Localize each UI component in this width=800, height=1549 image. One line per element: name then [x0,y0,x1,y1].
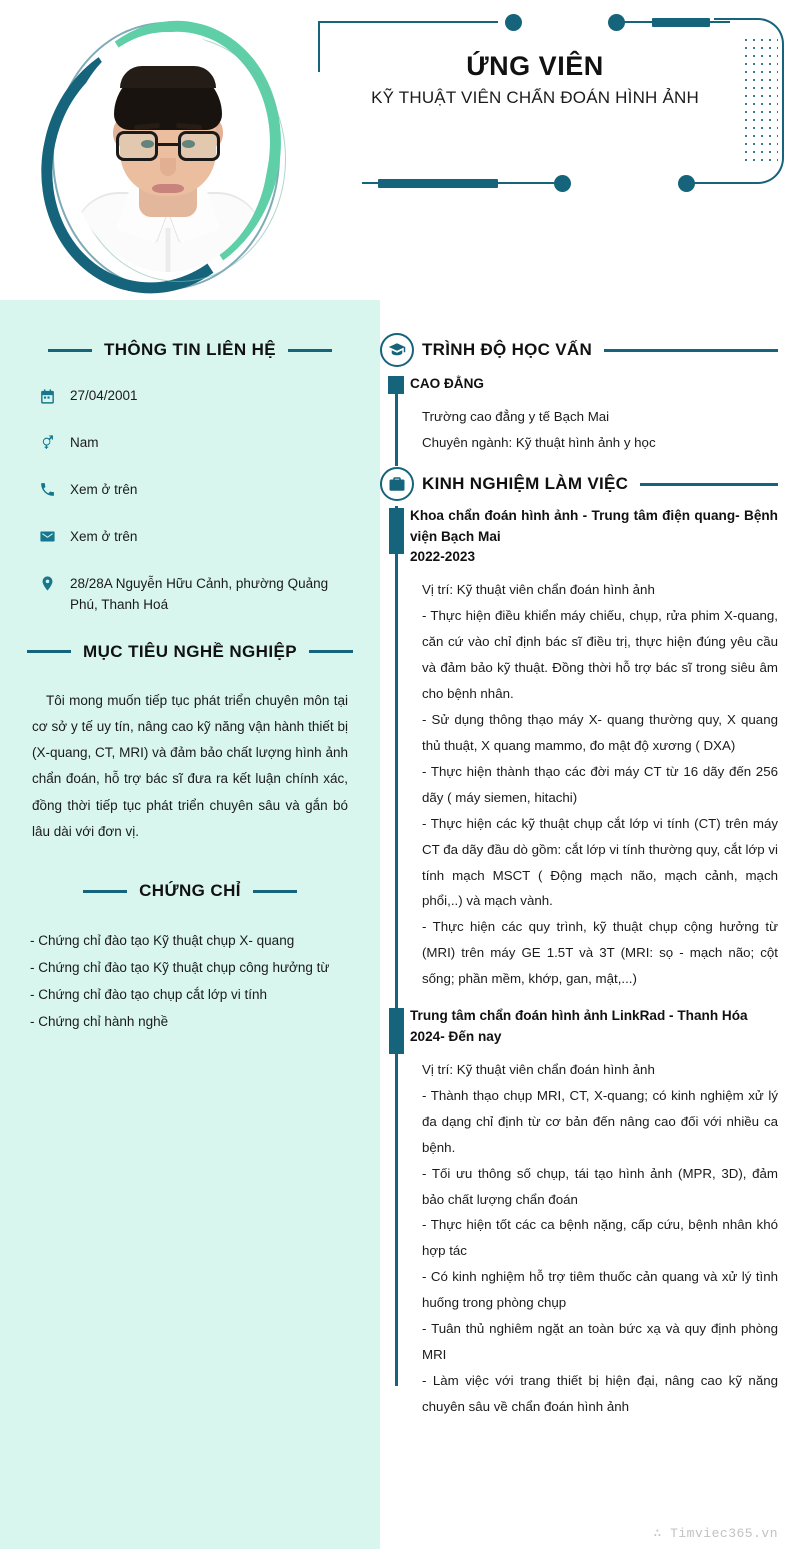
experience-line: - Thực hiện điều khiển máy chiếu, chụp, rửa phim X-quang, căn cứ vào chỉ định bác sĩ điều trị, thực hiện đúng yêu cầu và đảm bảo kỹ thuật. Đồng thời hỗ trợ bác sĩ trong siêu âm cho bệnh nhân. [422,608,778,702]
certificate-heading: CHỨNG CHỈ [139,881,241,901]
rule-left [27,650,71,653]
list-item: - Chứng chỉ đào tạo Kỹ thuật chụp công hưởng từ [30,960,330,976]
contact-item-birthdate [38,386,352,407]
education-timeline [380,374,778,456]
watermark: ∴ Timviec365.vn [653,1526,778,1541]
decor-hline-bottom-right [690,182,754,184]
gender-icon [38,434,56,452]
contact-section-header [28,340,352,360]
rule-right [253,890,297,893]
list-item: - Chứng chỉ đào tạo Kỹ thuật chụp X- quang [30,933,295,949]
candidate-photo [68,32,268,272]
contact-item-email [38,527,352,548]
experience-line: - Có kinh nghiệm hỗ trợ tiêm thuốc cản quang và xử lý tình huống trong phòng chụp [422,1269,778,1311]
decor-bar-bottom [378,179,498,188]
cv-header [0,0,800,300]
list-item: - Chứng chỉ đào tạo chụp cắt lớp vi tính [30,987,268,1003]
section-rule [604,349,778,352]
timeline-marker [389,508,404,554]
decor-dot-3 [554,175,571,192]
experience-details [410,567,778,992]
timeline-line [395,506,398,1386]
experience-entry [410,1006,778,1420]
experience-section-header [380,474,778,494]
education-degree: CAO ĐẲNG [410,376,485,391]
rule-left [83,890,127,893]
experience-line: - Thực hiện thành thạo các đời máy CT từ 16 dãy đến 256 dãy ( máy siemen, hitachi) [422,763,778,805]
experience-line: Vị trí: Kỹ thuật viên chẩn đoán hình ảnh [422,1061,655,1077]
objective-section-header [28,642,352,662]
experience-period: 2024- Đến nay [410,1028,502,1044]
graduation-cap-icon [380,333,414,367]
education-details [410,394,778,456]
contact-value-address: 28/28A Nguyễn Hữu Cảnh, phường Quảng Phú, Thanh Hoá [70,575,329,612]
decor-dot-pattern [742,36,778,166]
contact-item-phone [38,480,352,501]
certificate-list [28,927,352,1035]
phone-icon [38,481,56,499]
decor-bar-top [652,18,710,27]
briefcase-icon [380,467,414,501]
experience-line: - Sử dụng thông thạo máy X- quang thường quy, X quang thủ thuật, X quang mammo, đo mật độ xương ( DXA) [422,712,778,753]
experience-details [410,1047,778,1420]
experience-line: Vị trí: Kỹ thuật viên chẩn đoán hình ảnh [422,582,655,598]
candidate-role: KỸ THUẬT VIÊN CHẨN ĐOÁN HÌNH ẢNH [371,87,699,107]
contact-list [28,386,352,616]
experience-period: 2022-2023 [410,549,476,565]
email-icon [38,528,56,546]
contact-value-email: Xem ở trên [70,528,138,544]
objective-text: Tôi mong muốn tiếp tục phát triển chuyên môn tại cơ sở y tế uy tín, nâng cao kỹ năng vận hành thiết bị (X-quang, CT, MRI) và đảm bảo chất lượng hình ảnh chẩn đoán, hỗ trợ bác sĩ đưa ra kết luận chính xác, đồng thời tiếp tục phát triển chuyên sâu và gắn bó lâu dài với đơn vị. [32,692,348,840]
rule-left [48,349,92,352]
experience-entry [410,506,778,992]
experience-line: - Thực hiện các quy trình, kỹ thuật chụp cộng hưởng từ (MRI) trên máy GE 1.5T và 3T (MRI: sọ - mạch não; cột sống; phần mềm, khớp, gan, mật,...) [422,919,778,987]
experience-line: - Làm việc với trang thiết bị hiện đại, nâng cao kỹ năng chuyên sâu về chẩn đoán hình ảnh [422,1373,778,1414]
experience-heading: KINH NGHIỆM LÀM VIỆC [422,474,629,494]
list-item: - Chứng chỉ hành nghề [30,1014,169,1030]
experience-company: Trung tâm chẩn đoán hình ảnh LinkRad - Thanh Hóa [410,1008,748,1024]
contact-value-gender: Nam [70,434,99,450]
contact-item-address [38,574,352,616]
education-school: Trường cao đẳng y tế Bạch Mai [422,409,610,425]
timeline-marker [388,376,404,394]
education-entry [410,374,778,456]
decor-vline-left [318,22,320,72]
experience-line: - Thành thạo chụp MRI, CT, X-quang; có kinh nghiệm xử lý đa dạng chỉ định từ cơ bản đến nâng cao đối với nhiều ca bệnh. [422,1087,778,1155]
title-block [330,52,740,108]
calendar-icon [38,387,56,405]
rule-right [309,650,353,653]
contact-value-phone: Xem ở trên [70,481,138,497]
education-heading: TRÌNH ĐỘ HỌC VẤN [422,340,593,359]
decor-hline-top [318,21,498,23]
objective-heading: MỤC TIÊU NGHỀ NGHIỆP [83,641,297,661]
section-rule [640,483,778,486]
experience-line: - Thực hiện các kỹ thuật chụp cắt lớp vi tính (CT) trên máy CT đa dãy đầu dò gồm: cắt lớp vi tính thường quy, cắt lớp vi tính mạch MSCT ( Động mạch não, mạch cảnh, mạch phổi,..) và mạch vành. [422,815,778,909]
main-column [380,300,800,1549]
photo-frame [20,12,300,292]
contact-value-birthdate: 27/04/2001 [70,388,138,403]
education-major: Chuyên ngành: Kỹ thuật hình ảnh y học [422,435,656,451]
experience-line: - Tuân thủ nghiêm ngặt an toàn bức xạ và quy định phòng MRI [422,1321,778,1363]
decor-dot-1 [505,14,522,31]
experience-line: - Tối ưu thông số chụp, tái tạo hình ảnh (MPR, 3D), đảm bảo chất lượng chẩn đoán [422,1165,778,1207]
sidebar [0,300,380,1549]
certificate-section-header [28,881,352,901]
experience-line: - Thực hiện tốt các ca bệnh nặng, cấp cứu, bệnh nhân khó hợp tác [422,1217,778,1259]
contact-heading: THÔNG TIN LIÊN HỆ [103,340,277,359]
experience-timeline [380,506,778,1420]
education-section-header [380,340,778,360]
rule-right [288,349,332,352]
experience-company: Khoa chẩn đoán hình ảnh - Trung tâm điện quang- Bệnh viện Bạch Mai [410,508,778,544]
timeline-marker [389,1008,404,1054]
location-icon [38,575,56,593]
contact-item-gender [38,433,352,454]
candidate-name: ỨNG VIÊN [466,51,604,81]
